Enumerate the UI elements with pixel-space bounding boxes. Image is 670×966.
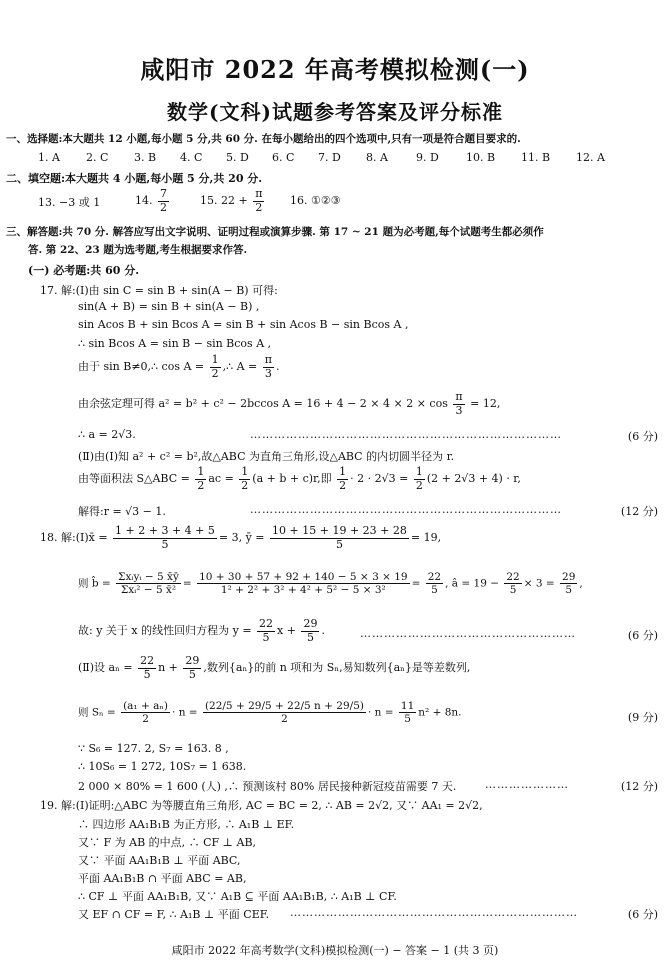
q19-line: 又∵ F 为 AB 的中点, ∴ CF ⊥ AB, xyxy=(78,836,257,849)
text: 故: y 关于 x 的线性回归方程为 y = xyxy=(78,624,252,638)
text: 则 Sₙ = xyxy=(78,706,116,719)
frac-den: 5 xyxy=(565,584,573,597)
text: (2 + 2√3 + 4) · r, xyxy=(426,472,521,486)
q17-line: ∴ a = 2√3. xyxy=(78,428,136,441)
answer-item: 11. B xyxy=(521,151,551,164)
q18-line: ∵ S₆ = 127. 2, S₇ = 163. 8 , xyxy=(78,742,229,755)
q17-line: 17. 解:(Ⅰ)由 sin C = sin B + sin(A − B) 可得: xyxy=(40,284,278,297)
frac-den: 2 xyxy=(339,478,347,492)
q17-line xyxy=(78,466,521,492)
frac-den: 5 xyxy=(262,630,270,644)
q19-line: 又 EF ∩ CF = F, ∴ A₁B ⊥ 平面 CEF. xyxy=(78,908,270,921)
frac-num: 1 + 2 + 3 + 4 + 5 xyxy=(115,524,215,537)
choice-answers xyxy=(38,151,605,164)
frac-den: 5 xyxy=(188,667,196,681)
frac-num: 10 + 30 + 57 + 92 + 140 − 5 × 3 × 19 xyxy=(199,571,408,583)
q19-line: ∴ 四边形 AA₁B₁B 为正方形, ∴ A₁B ⊥ EF. xyxy=(78,818,295,831)
frac-den: Σxᵢ² − 5 x̄² xyxy=(120,584,177,597)
frac-den: 5 xyxy=(431,584,438,597)
frac-num: π xyxy=(455,390,463,403)
q19-line: 又∵ 平面 AA₁B₁B ⊥ 平面 ABC, xyxy=(78,854,241,867)
dotted-leader: …………………………………………………………………… xyxy=(250,503,562,516)
q17-line: (Ⅱ)由(Ⅰ)知 a² + c² = b²,故△ABC 为直角三角形,设△ABC 的内切圆半径为 r. xyxy=(78,450,455,463)
text: n² + 8n. xyxy=(418,706,462,719)
text: ,数列{aₙ}的前 n 项和为 Sₙ,易知数列{aₙ}是等差数列, xyxy=(203,661,471,675)
text: . xyxy=(321,624,325,638)
answer-item: 9. D xyxy=(416,151,439,164)
frac-num: 1 xyxy=(241,465,249,478)
q19-line: ∴ CF ⊥ 平面 AA₁B₁B, 又∵ A₁B ⊆ 平面 AA₁B₁B, ∴ A₁B ⊥ CF. xyxy=(78,890,397,903)
text: 18. 解:(Ⅰ)x̄ = xyxy=(40,531,108,545)
frac-den: 2 xyxy=(281,713,288,726)
dotted-leader: ……………………………………………… xyxy=(360,627,576,640)
score-mark: (6 分) xyxy=(627,430,658,443)
dotted-leader: …………………………………………………………………… xyxy=(250,428,562,441)
text: ,∴ A = xyxy=(222,360,258,374)
text: · n = xyxy=(172,706,198,719)
answer-15 xyxy=(200,188,266,214)
text: = xyxy=(411,577,421,590)
answer-13: 13. −3 或 1 xyxy=(38,196,101,209)
frac-den: 5 xyxy=(143,667,151,681)
score-mark: (9 分) xyxy=(627,711,658,724)
answer-item: 4. C xyxy=(180,151,203,164)
frac-den: 1² + 2² + 3² + 4² + 5² − 5 × 3² xyxy=(220,584,386,597)
section-heading-solve: 三、解答题:共 70 分. 解答应写出文字说明、证明过程或演算步骤. 第 17 ~ 21 题为必考题,每个试题考生都必须作 xyxy=(6,226,544,238)
text: , â = 19 − xyxy=(445,577,500,590)
dotted-leader: ……………………………………………………………… xyxy=(290,906,578,919)
text: 由于 sin B≠0,∴ cos A = xyxy=(78,360,205,374)
text: × 3 = xyxy=(523,577,555,590)
frac-num: 1 xyxy=(339,465,347,478)
answer-item: 5. D xyxy=(226,151,249,164)
text: = 12, xyxy=(470,397,501,411)
frac-den: 5 xyxy=(161,537,169,551)
frac-den: 5 xyxy=(306,630,314,644)
frac-num: 10 + 15 + 19 + 23 + 28 xyxy=(272,524,407,537)
score-mark: (12 分) xyxy=(620,780,658,793)
frac-num: π xyxy=(264,353,273,366)
frac-den: 5 xyxy=(404,713,411,726)
frac-num: 1 xyxy=(415,465,423,478)
frac-num: 7 xyxy=(160,187,167,200)
q17-line xyxy=(78,391,500,417)
text: n + xyxy=(158,661,178,675)
frac-num: 29 xyxy=(185,654,200,667)
q18-line xyxy=(78,700,462,725)
score-mark: (6 分) xyxy=(627,908,658,921)
page-title: 咸阳市 2022 年高考模拟检测(一) xyxy=(140,55,530,84)
page-footer: 咸阳市 2022 年高考数学(文科)模拟检测(一) − 答案 − 1 (共 3 页) xyxy=(171,944,499,957)
frac-num: Σxᵢyᵢ − 5 x̄ȳ xyxy=(118,571,179,583)
q17-line xyxy=(78,354,280,380)
text: , xyxy=(579,577,583,590)
q18-line xyxy=(78,618,325,644)
answer-item: 12. A xyxy=(576,151,605,164)
text: . xyxy=(276,360,280,374)
frac-num: (22/5 + 29/5 + 22/5 n + 29/5) xyxy=(204,700,364,712)
frac-num: 1 xyxy=(197,465,205,478)
q17-line: sin Acos B + sin Bcos A = sin B + sin Acos B − sin Bcos A , xyxy=(78,318,409,331)
subsection-heading: (一) 必考题:共 60 分. xyxy=(28,264,140,277)
text: = 19, xyxy=(410,531,442,545)
frac-den: 2 xyxy=(241,478,249,492)
q18-line xyxy=(78,655,470,681)
frac-den: 2 xyxy=(415,478,423,492)
answer-item: 1. A xyxy=(38,151,60,164)
text: · n = xyxy=(367,706,394,719)
frac-den: 3 xyxy=(264,366,272,380)
answer-item: 8. A xyxy=(366,151,388,164)
frac-num: 29 xyxy=(303,617,318,630)
text: (Ⅱ)设 aₙ = xyxy=(78,661,133,675)
text: ac = xyxy=(208,472,234,486)
frac-den: 2 xyxy=(160,200,167,214)
text: x + xyxy=(277,624,296,638)
score-mark: (6 分) xyxy=(627,629,658,642)
answer-item: 2. C xyxy=(86,151,109,164)
q18-line: ∴ 10S₆ = 1 272, 10S₇ = 1 638. xyxy=(78,760,247,773)
dotted-leader: ………………… xyxy=(485,778,569,791)
frac-den: 3 xyxy=(455,403,463,417)
frac-den: 2 xyxy=(211,366,219,380)
q17-line: ∴ sin Bcos A = sin B − sin Bcos A , xyxy=(78,337,272,350)
frac-num: (a₁ + aₙ) xyxy=(123,700,169,712)
frac-den: 2 xyxy=(142,713,149,726)
frac-den: 5 xyxy=(335,537,343,551)
answer-item: 6. C xyxy=(272,151,295,164)
text: 由等面积法 S△ABC = xyxy=(78,472,190,486)
q17-line: sin(A + B) = sin B + sin(A − B) , xyxy=(78,300,260,313)
text: 则 b̂ = xyxy=(78,577,111,590)
frac-den: 5 xyxy=(509,584,517,597)
answer-label: 15. 22 + xyxy=(200,194,248,208)
text: · 2 · 2√3 = xyxy=(350,472,409,486)
text: 由余弦定理可得 a² = b² + c² − 2bccos A = 16 + 4 − 2 × 4 × 2 × cos xyxy=(78,397,448,411)
q18-line xyxy=(40,525,441,551)
q17-line: 解得:r = √3 − 1. xyxy=(78,505,166,518)
frac-num: 11 xyxy=(400,700,415,712)
text: = xyxy=(182,577,192,590)
frac-num: 22 xyxy=(140,654,155,667)
section-heading-fill: 二、填空题:本大题共 4 小题,每小题 5 分,共 20 分. xyxy=(6,172,263,185)
frac-den: 2 xyxy=(255,200,263,214)
page-subtitle: 数学(文科)试题参考答案及评分标准 xyxy=(167,100,503,124)
q18-line: 2 000 × 80% = 1 600 (人) ,∴ 预测该村 80% 居民接种新冠疫苗需要 7 天. xyxy=(78,780,457,793)
q19-line: 平面 AA₁B₁B ∩ 平面 ABC = AB, xyxy=(78,872,247,885)
text: = 3, ȳ = xyxy=(218,531,265,545)
answer-item: 3. B xyxy=(134,151,157,164)
frac-num: 22 xyxy=(259,617,274,630)
frac-num: 22 xyxy=(506,571,520,583)
answer-16: 16. ①②③ xyxy=(290,194,341,207)
text: (a + b + c)r,即 xyxy=(252,472,332,486)
answer-item: 7. D xyxy=(318,151,341,164)
section-heading-choice: 一、选择题:本大题共 12 小题,每小题 5 分,共 60 分. 在每小题给出的四个选项中,只有一项是符合题目要求的. xyxy=(6,133,521,145)
frac-den: 2 xyxy=(197,478,205,492)
frac-num: 22 xyxy=(427,571,442,583)
q18-line xyxy=(78,571,583,596)
frac-num: π xyxy=(255,187,263,200)
frac-num: 1 xyxy=(211,353,219,366)
section-heading-solve-cont: 答. 第 22、23 题为选考题,考生根据要求作答. xyxy=(28,244,248,256)
answer-item: 10. B xyxy=(466,151,496,164)
q19-line: 19. 解:(Ⅰ)证明:△ABC 为等腰直角三角形, AC = BC = 2, ∴ AB = 2√2, 又∵ AA₁ = 2√2, xyxy=(40,799,483,812)
answer-label: 14. xyxy=(135,194,153,208)
answer-14 xyxy=(135,188,171,214)
frac-num: 29 xyxy=(562,571,576,583)
score-mark: (12 分) xyxy=(620,505,658,518)
